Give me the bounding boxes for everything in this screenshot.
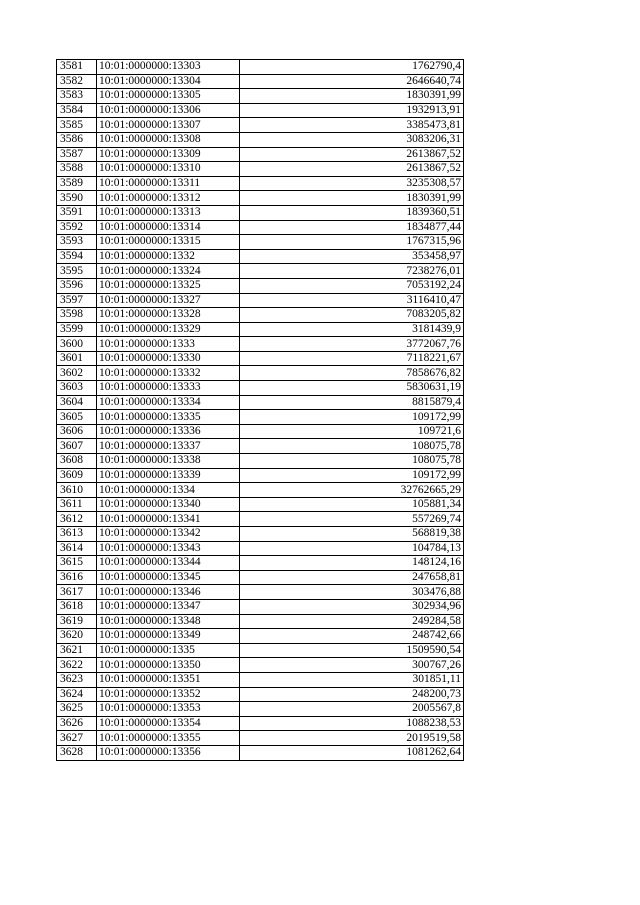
- row-number-cell: 3619: [57, 614, 97, 629]
- row-number-cell: 3585: [57, 118, 97, 133]
- row-number-cell: 3603: [57, 381, 97, 396]
- cadastral-number-cell: 10:01:0000000:13314: [97, 220, 240, 235]
- table-row: [57, 483, 464, 498]
- table-row: [57, 308, 464, 323]
- table-row: [57, 381, 464, 396]
- cadastral-number-cell: 10:01:0000000:13344: [97, 556, 240, 571]
- row-number-cell: 3614: [57, 541, 97, 556]
- cadastral-number-cell: 10:01:0000000:13352: [97, 687, 240, 702]
- row-number-cell: 3624: [57, 687, 97, 702]
- row-number-cell: 3599: [57, 322, 97, 337]
- cadastral-value-cell: 1509590,54: [240, 643, 464, 658]
- cadastral-value-cell: 3181439,9: [240, 322, 464, 337]
- cadastral-value-cell: 105881,34: [240, 497, 464, 512]
- cadastral-value-cell: 1830391,99: [240, 89, 464, 104]
- cadastral-value-cell: 109172,99: [240, 410, 464, 425]
- cadastral-number-cell: 10:01:0000000:13329: [97, 322, 240, 337]
- row-number-cell: 3582: [57, 74, 97, 89]
- cadastral-value-cell: 3083206,31: [240, 132, 464, 147]
- row-number-cell: 3612: [57, 512, 97, 527]
- table-row: [57, 454, 464, 469]
- table-row: [57, 702, 464, 717]
- table-row: [57, 366, 464, 381]
- cadastral-number-cell: 10:01:0000000:13345: [97, 570, 240, 585]
- cadastral-number-cell: 10:01:0000000:13334: [97, 395, 240, 410]
- cadastral-number-cell: 10:01:0000000:13312: [97, 191, 240, 206]
- cadastral-value-cell: 1839360,51: [240, 205, 464, 220]
- cadastral-value-cell: 1762790,4: [240, 60, 464, 75]
- row-number-cell: 3609: [57, 468, 97, 483]
- table-row: [57, 527, 464, 542]
- row-number-cell: 3589: [57, 176, 97, 191]
- table-row: [57, 278, 464, 293]
- cadastre-value-table: [56, 59, 464, 761]
- row-number-cell: 3587: [57, 147, 97, 162]
- cadastral-number-cell: 10:01:0000000:13333: [97, 381, 240, 396]
- row-number-cell: 3606: [57, 424, 97, 439]
- cadastral-number-cell: 10:01:0000000:13327: [97, 293, 240, 308]
- table-row: [57, 132, 464, 147]
- row-number-cell: 3596: [57, 278, 97, 293]
- cadastral-value-cell: 108075,78: [240, 439, 464, 454]
- cadastral-number-cell: 10:01:0000000:13348: [97, 614, 240, 629]
- cadastral-value-cell: 7083205,82: [240, 308, 464, 323]
- table-row: [57, 395, 464, 410]
- row-number-cell: 3616: [57, 570, 97, 585]
- cadastral-number-cell: 10:01:0000000:13340: [97, 497, 240, 512]
- table-row: [57, 716, 464, 731]
- cadastral-number-cell: 10:01:0000000:1332: [97, 249, 240, 264]
- row-number-cell: 3581: [57, 60, 97, 75]
- cadastral-value-cell: 1081262,64: [240, 745, 464, 760]
- table-row: [57, 424, 464, 439]
- cadastral-number-cell: 10:01:0000000:13304: [97, 74, 240, 89]
- cadastral-number-cell: 10:01:0000000:13313: [97, 205, 240, 220]
- cadastral-value-cell: 248200,73: [240, 687, 464, 702]
- table-row: [57, 410, 464, 425]
- cadastral-number-cell: 10:01:0000000:13343: [97, 541, 240, 556]
- cadastral-number-cell: 10:01:0000000:13328: [97, 308, 240, 323]
- cadastral-number-cell: 10:01:0000000:13335: [97, 410, 240, 425]
- row-number-cell: 3593: [57, 235, 97, 250]
- cadastral-number-cell: 10:01:0000000:13336: [97, 424, 240, 439]
- row-number-cell: 3621: [57, 643, 97, 658]
- cadastral-number-cell: 10:01:0000000:1334: [97, 483, 240, 498]
- cadastral-value-cell: 1767315,96: [240, 235, 464, 250]
- table-row: [57, 249, 464, 264]
- row-number-cell: 3595: [57, 264, 97, 279]
- row-number-cell: 3608: [57, 454, 97, 469]
- cadastral-value-cell: 7118221,67: [240, 351, 464, 366]
- table-row: [57, 60, 464, 75]
- cadastral-value-cell: 248742,66: [240, 629, 464, 644]
- table-row: [57, 147, 464, 162]
- cadastral-number-cell: 10:01:0000000:13356: [97, 745, 240, 760]
- cadastral-value-cell: 249284,58: [240, 614, 464, 629]
- cadastral-number-cell: 10:01:0000000:13353: [97, 702, 240, 717]
- cadastral-value-cell: 7053192,24: [240, 278, 464, 293]
- cadastral-value-cell: 32762665,29: [240, 483, 464, 498]
- row-number-cell: 3605: [57, 410, 97, 425]
- cadastral-number-cell: 10:01:0000000:13350: [97, 658, 240, 673]
- cadastral-number-cell: 10:01:0000000:13342: [97, 527, 240, 542]
- table-row: [57, 468, 464, 483]
- cadastral-number-cell: 10:01:0000000:13307: [97, 118, 240, 133]
- table-row: [57, 512, 464, 527]
- table-row: [57, 599, 464, 614]
- table-row: [57, 89, 464, 104]
- row-number-cell: 3625: [57, 702, 97, 717]
- table-row: [57, 103, 464, 118]
- cadastral-value-cell: 8815879,4: [240, 395, 464, 410]
- cadastral-number-cell: 10:01:0000000:13330: [97, 351, 240, 366]
- cadastral-number-cell: 10:01:0000000:13351: [97, 672, 240, 687]
- cadastral-value-cell: 7858676,82: [240, 366, 464, 381]
- row-number-cell: 3628: [57, 745, 97, 760]
- table-row: [57, 643, 464, 658]
- row-number-cell: 3597: [57, 293, 97, 308]
- table-row: [57, 337, 464, 352]
- cadastral-number-cell: 10:01:0000000:13341: [97, 512, 240, 527]
- cadastral-value-cell: 3772067,76: [240, 337, 464, 352]
- cadastral-number-cell: 10:01:0000000:13308: [97, 132, 240, 147]
- row-number-cell: 3622: [57, 658, 97, 673]
- cadastral-number-cell: 10:01:0000000:13305: [97, 89, 240, 104]
- row-number-cell: 3607: [57, 439, 97, 454]
- table-row: [57, 629, 464, 644]
- row-number-cell: 3584: [57, 103, 97, 118]
- cadastral-number-cell: 10:01:0000000:13346: [97, 585, 240, 600]
- table-row: [57, 191, 464, 206]
- row-number-cell: 3594: [57, 249, 97, 264]
- cadastral-value-cell: 568819,38: [240, 527, 464, 542]
- cadastral-value-cell: 3116410,47: [240, 293, 464, 308]
- cadastral-value-cell: 1932913,91: [240, 103, 464, 118]
- cadastral-number-cell: 10:01:0000000:13306: [97, 103, 240, 118]
- row-number-cell: 3618: [57, 599, 97, 614]
- cadastral-number-cell: 10:01:0000000:13310: [97, 162, 240, 177]
- cadastral-value-cell: 300767,26: [240, 658, 464, 673]
- cadastral-value-cell: 353458,97: [240, 249, 464, 264]
- cadastral-value-cell: 1830391,99: [240, 191, 464, 206]
- row-number-cell: 3591: [57, 205, 97, 220]
- cadastral-number-cell: 10:01:0000000:1333: [97, 337, 240, 352]
- cadastral-number-cell: 10:01:0000000:13324: [97, 264, 240, 279]
- table-row: [57, 235, 464, 250]
- cadastral-number-cell: 10:01:0000000:13332: [97, 366, 240, 381]
- cadastral-number-cell: 10:01:0000000:1335: [97, 643, 240, 658]
- row-number-cell: 3604: [57, 395, 97, 410]
- table-row: [57, 745, 464, 760]
- row-number-cell: 3583: [57, 89, 97, 104]
- table-row: [57, 293, 464, 308]
- row-number-cell: 3602: [57, 366, 97, 381]
- cadastral-value-cell: 247658,81: [240, 570, 464, 585]
- table-row: [57, 570, 464, 585]
- cadastral-value-cell: 1834877,44: [240, 220, 464, 235]
- table-row: [57, 220, 464, 235]
- row-number-cell: 3627: [57, 731, 97, 746]
- cadastral-value-cell: 3235308,57: [240, 176, 464, 191]
- table-row: [57, 658, 464, 673]
- row-number-cell: 3613: [57, 527, 97, 542]
- row-number-cell: 3617: [57, 585, 97, 600]
- cadastral-value-cell: 108075,78: [240, 454, 464, 469]
- cadastral-number-cell: 10:01:0000000:13311: [97, 176, 240, 191]
- cadastral-number-cell: 10:01:0000000:13337: [97, 439, 240, 454]
- row-number-cell: 3623: [57, 672, 97, 687]
- row-number-cell: 3620: [57, 629, 97, 644]
- table-row: [57, 541, 464, 556]
- cadastral-number-cell: 10:01:0000000:13309: [97, 147, 240, 162]
- cadastral-value-cell: 1088238,53: [240, 716, 464, 731]
- cadastral-number-cell: 10:01:0000000:13354: [97, 716, 240, 731]
- cadastral-number-cell: 10:01:0000000:13347: [97, 599, 240, 614]
- table-row: [57, 672, 464, 687]
- table-row: [57, 118, 464, 133]
- table-row: [57, 74, 464, 89]
- cadastral-value-cell: 2019519,58: [240, 731, 464, 746]
- cadastral-value-cell: 109721,6: [240, 424, 464, 439]
- cadastral-number-cell: 10:01:0000000:13355: [97, 731, 240, 746]
- table-row: [57, 585, 464, 600]
- table-row: [57, 556, 464, 571]
- cadastral-value-cell: 303476,88: [240, 585, 464, 600]
- row-number-cell: 3610: [57, 483, 97, 498]
- cadastral-value-cell: 2646640,74: [240, 74, 464, 89]
- table-row: [57, 264, 464, 279]
- cadastral-value-cell: 301851,11: [240, 672, 464, 687]
- row-number-cell: 3590: [57, 191, 97, 206]
- cadastral-value-cell: 5830631,19: [240, 381, 464, 396]
- table-row: [57, 176, 464, 191]
- row-number-cell: 3598: [57, 308, 97, 323]
- cadastral-value-cell: 104784,13: [240, 541, 464, 556]
- cadastral-value-cell: 148124,16: [240, 556, 464, 571]
- cadastral-value-cell: 2613867,52: [240, 147, 464, 162]
- cadastral-number-cell: 10:01:0000000:13338: [97, 454, 240, 469]
- table-row: [57, 351, 464, 366]
- row-number-cell: 3601: [57, 351, 97, 366]
- cadastral-value-cell: 2005567,8: [240, 702, 464, 717]
- row-number-cell: 3615: [57, 556, 97, 571]
- cadastral-value-cell: 2613867,52: [240, 162, 464, 177]
- table-row: [57, 731, 464, 746]
- cadastral-number-cell: 10:01:0000000:13325: [97, 278, 240, 293]
- cadastral-number-cell: 10:01:0000000:13339: [97, 468, 240, 483]
- cadastral-number-cell: 10:01:0000000:13303: [97, 60, 240, 75]
- table-row: [57, 162, 464, 177]
- cadastral-value-cell: 557269,74: [240, 512, 464, 527]
- cadastral-number-cell: 10:01:0000000:13349: [97, 629, 240, 644]
- cadastral-number-cell: 10:01:0000000:13315: [97, 235, 240, 250]
- row-number-cell: 3586: [57, 132, 97, 147]
- table-row: [57, 439, 464, 454]
- row-number-cell: 3588: [57, 162, 97, 177]
- table-row: [57, 687, 464, 702]
- row-number-cell: 3592: [57, 220, 97, 235]
- table-body: [57, 60, 464, 761]
- row-number-cell: 3600: [57, 337, 97, 352]
- table-row: [57, 497, 464, 512]
- row-number-cell: 3626: [57, 716, 97, 731]
- cadastral-value-cell: 109172,99: [240, 468, 464, 483]
- table-row: [57, 205, 464, 220]
- cadastral-value-cell: 7238276,01: [240, 264, 464, 279]
- cadastral-value-cell: 3385473,81: [240, 118, 464, 133]
- table-row: [57, 322, 464, 337]
- table-row: [57, 614, 464, 629]
- cadastral-value-cell: 302934,96: [240, 599, 464, 614]
- row-number-cell: 3611: [57, 497, 97, 512]
